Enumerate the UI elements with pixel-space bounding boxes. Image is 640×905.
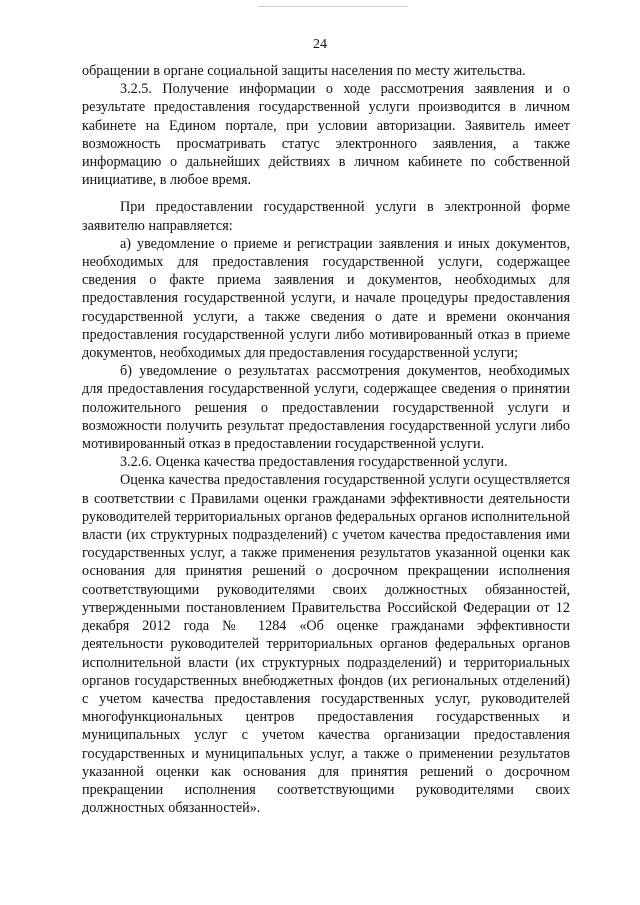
- paragraph-3-2-6-heading: 3.2.6. Оценка качества предоставления государственной услуги.: [120, 454, 508, 471]
- page-number: 24: [313, 37, 327, 52]
- paragraph-3-2-5: 3.2.5. Получение информации о ходе рассмотрения заявления и о результате предоставления государственной услуги производится в личном кабинете на Едином портале, при условии авторизации. Заявитель имеет возможность просматривать статус электронного заявления, а также информацию о дальнейших действиях в личном кабинете по собственной инициативе, в любое время.: [82, 81, 570, 189]
- paragraph-item-b: б) уведомление о результатах рассмотрения документов, необходимых для предоставления государственной услуги, содержащее сведения о принятии положительного решения о предоставлении государственной услуги и возможности получить результат предоставления государственной услуги либо мотивированный отказ в предоставлении государственной услуги.: [82, 363, 570, 453]
- document-body: [82, 62, 570, 817]
- paragraph-quality-assessment: Оценка качества предоставления государственной услуги осуществляется в соответствии с Правилами оценки гражданами эффективности деятельности руководителей территориальных органов федеральных органов исполнительной власти (их структурных подразделений) с учетом качества предоставления ими государственных услуг, а также применения результатов указанной оценки как основания для принятия решений о досрочном прекращении исполнения соответствующими руководителями своих должностных обязанностей, утвержденными постановлением Правительства Российской Федерации от 12 декабря 2012 года № 1284 «Об оценке гражданами эффективности деятельности руководителей территориальных органов федеральных органов исполнительной власти (их структурных подразделений) и территориальных органов государственных внебюджетных фондов (их региональных отделений) с учетом качества предоставления государственных услуг, руководителей многофункциональных центров предоставления государственных и муниципальных услуг с учетом качества организации предоставления государственных и муниципальных услуг, а также о применении результатов указанной оценки как основания для принятия решений о досрочном прекращении исполнения соответствующими руководителями своих должностных обязанностей».: [82, 472, 570, 817]
- top-scan-line: [258, 6, 408, 7]
- paragraph-electronic-form: При предоставлении государственной услуги в электронной форме заявителю направляется:: [82, 199, 570, 234]
- paragraph-item-a: а) уведомление о приеме и регистрации заявления и иных документов, необходимых для предоставления государственной услуги, содержащее сведения о факте приема заявления и документов, необходимых для предоставления государственной услуги, и начале процедуры предоставления государственной услуги, а также сведения о дате и времени окончания предоставления государственной услуги либо мотивированный отказ в приеме документов, необходимых для предоставления государственной услуги;: [82, 235, 570, 362]
- paragraph-continuation: обращении в органе социальной защиты населения по месту жительства.: [82, 63, 526, 79]
